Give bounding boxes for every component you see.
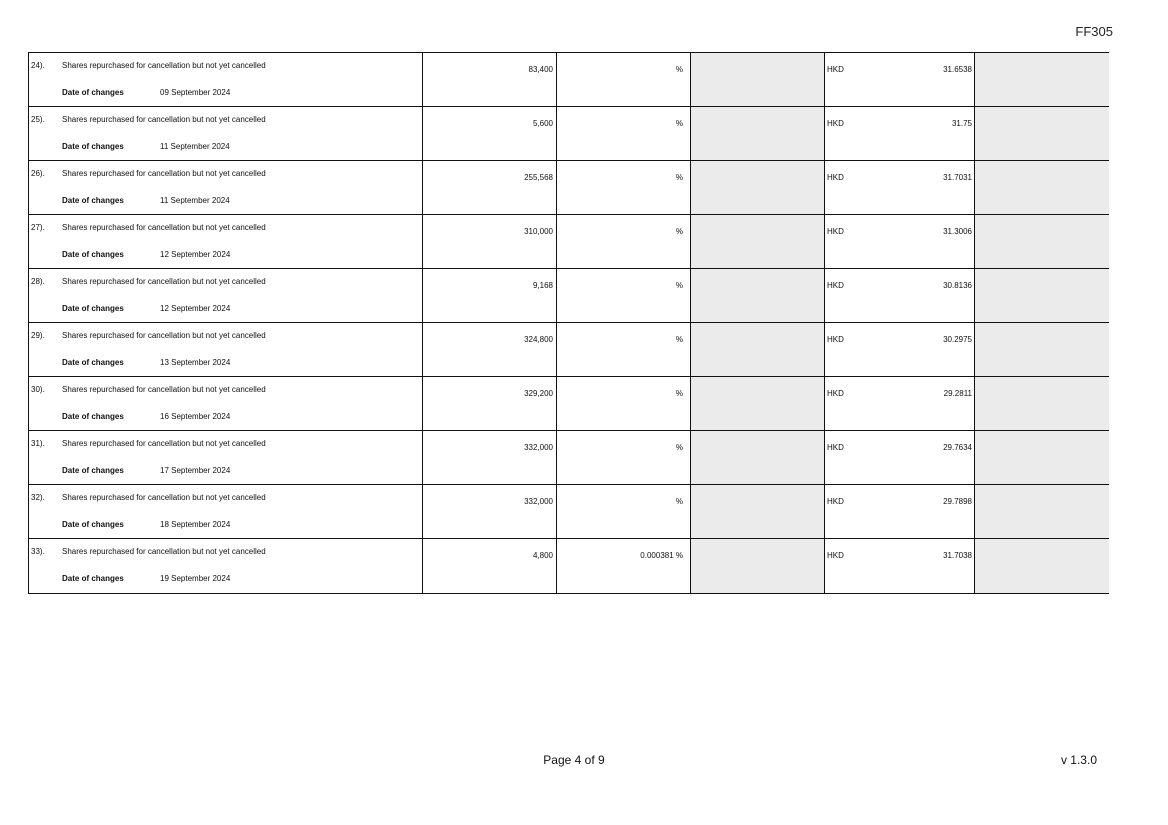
date-value: 12 September 2024 <box>160 250 231 259</box>
price-cell <box>825 53 975 106</box>
row-description: Shares repurchased for cancellation but not yet cancelled <box>62 223 266 232</box>
row-description: Shares repurchased for cancellation but not yet cancelled <box>62 331 266 340</box>
date-label: Date of changes <box>62 520 124 529</box>
percent-cell <box>557 431 691 484</box>
percent-cell <box>557 323 691 376</box>
table-row <box>29 215 1108 269</box>
percent-cell <box>557 107 691 160</box>
table-row <box>29 377 1108 431</box>
price-value: 31.7031 <box>943 173 972 182</box>
row-index: 31). <box>31 439 45 448</box>
shaded-cell <box>975 539 1109 593</box>
shares-cell <box>423 485 557 538</box>
description-cell <box>29 323 423 376</box>
percent-value: % <box>675 443 683 452</box>
date-value: 17 September 2024 <box>160 466 231 475</box>
currency-label: HKD <box>827 443 844 452</box>
shares-value: 255,568 <box>524 173 553 182</box>
shares-value: 329,200 <box>524 389 553 398</box>
table-row <box>29 323 1108 377</box>
table-row <box>29 107 1108 161</box>
shares-cell <box>423 431 557 484</box>
shares-cell <box>423 215 557 268</box>
shaded-cell <box>691 377 825 430</box>
description-cell <box>29 431 423 484</box>
row-description: Shares repurchased for cancellation but not yet cancelled <box>62 547 266 556</box>
row-description: Shares repurchased for cancellation but not yet cancelled <box>62 115 266 124</box>
row-description: Shares repurchased for cancellation but not yet cancelled <box>62 385 266 394</box>
percent-value: % <box>675 173 683 182</box>
shaded-cell <box>975 161 1109 214</box>
form-code: FF305 <box>1075 24 1113 39</box>
table-row <box>29 53 1108 107</box>
price-cell <box>825 269 975 322</box>
description-cell <box>29 539 423 593</box>
currency-label: HKD <box>827 173 844 182</box>
price-value: 29.7898 <box>943 497 972 506</box>
percent-value: 0.000381 % <box>640 551 683 560</box>
shares-value: 332,000 <box>524 443 553 452</box>
description-cell <box>29 107 423 160</box>
shares-cell <box>423 269 557 322</box>
shaded-cell <box>691 161 825 214</box>
percent-value: % <box>675 119 683 128</box>
shaded-cell <box>691 269 825 322</box>
table-row <box>29 161 1108 215</box>
currency-label: HKD <box>827 119 844 128</box>
percent-value: % <box>675 497 683 506</box>
shaded-cell <box>691 215 825 268</box>
currency-label: HKD <box>827 389 844 398</box>
currency-label: HKD <box>827 281 844 290</box>
shaded-cell <box>691 323 825 376</box>
date-label: Date of changes <box>62 358 124 367</box>
price-value: 31.6538 <box>943 65 972 74</box>
table-row <box>29 539 1108 593</box>
shaded-cell <box>691 107 825 160</box>
currency-label: HKD <box>827 551 844 560</box>
shares-value: 9,168 <box>532 281 553 290</box>
percent-value: % <box>675 227 683 236</box>
date-label: Date of changes <box>62 304 124 313</box>
price-cell <box>825 107 975 160</box>
shares-value: 4,800 <box>532 551 553 560</box>
page-number: Page 4 of 9 <box>543 753 605 767</box>
row-index: 32). <box>31 493 45 502</box>
table-row <box>29 431 1108 485</box>
date-label: Date of changes <box>62 196 124 205</box>
shares-value: 83,400 <box>528 65 553 74</box>
table-row <box>29 485 1108 539</box>
shares-cell <box>423 539 557 593</box>
shares-value: 324,800 <box>524 335 553 344</box>
shares-value: 5,600 <box>532 119 553 128</box>
row-index: 28). <box>31 277 45 286</box>
repurchase-table <box>28 52 1109 594</box>
row-description: Shares repurchased for cancellation but not yet cancelled <box>62 61 266 70</box>
description-cell <box>29 161 423 214</box>
price-value: 29.2811 <box>943 389 972 398</box>
price-value: 31.75 <box>951 119 972 128</box>
shaded-cell <box>691 485 825 538</box>
row-description: Shares repurchased for cancellation but not yet cancelled <box>62 169 266 178</box>
description-cell <box>29 53 423 106</box>
row-index: 30). <box>31 385 45 394</box>
row-index: 24). <box>31 61 45 70</box>
row-description: Shares repurchased for cancellation but not yet cancelled <box>62 439 266 448</box>
date-value: 11 September 2024 <box>160 196 230 205</box>
shaded-cell <box>691 539 825 593</box>
percent-value: % <box>675 65 683 74</box>
price-value: 31.3006 <box>943 227 972 236</box>
row-index: 33). <box>31 547 45 556</box>
price-cell <box>825 215 975 268</box>
description-cell <box>29 269 423 322</box>
date-value: 16 September 2024 <box>160 412 231 421</box>
shaded-cell <box>975 431 1109 484</box>
date-label: Date of changes <box>62 466 124 475</box>
row-index: 27). <box>31 223 45 232</box>
date-value: 09 September 2024 <box>160 88 231 97</box>
percent-value: % <box>675 281 683 290</box>
shaded-cell <box>975 215 1109 268</box>
date-value: 13 September 2024 <box>160 358 231 367</box>
currency-label: HKD <box>827 335 844 344</box>
price-cell <box>825 377 975 430</box>
percent-value: % <box>675 389 683 398</box>
price-cell <box>825 485 975 538</box>
row-index: 26). <box>31 169 45 178</box>
percent-cell <box>557 53 691 106</box>
price-cell <box>825 161 975 214</box>
shaded-cell <box>691 431 825 484</box>
percent-cell <box>557 485 691 538</box>
percent-cell <box>557 377 691 430</box>
currency-label: HKD <box>827 497 844 506</box>
percent-cell <box>557 215 691 268</box>
row-description: Shares repurchased for cancellation but not yet cancelled <box>62 277 266 286</box>
price-cell <box>825 323 975 376</box>
percent-cell <box>557 539 691 593</box>
currency-label: HKD <box>827 227 844 236</box>
percent-cell <box>557 269 691 322</box>
percent-value: % <box>675 335 683 344</box>
date-label: Date of changes <box>62 574 124 583</box>
shares-cell <box>423 377 557 430</box>
row-description: Shares repurchased for cancellation but not yet cancelled <box>62 493 266 502</box>
percent-cell <box>557 161 691 214</box>
table-row <box>29 269 1108 323</box>
shaded-cell <box>975 485 1109 538</box>
price-value: 30.8136 <box>943 281 972 290</box>
date-value: 19 September 2024 <box>160 574 231 583</box>
row-index: 25). <box>31 115 45 124</box>
shaded-cell <box>975 323 1109 376</box>
price-cell <box>825 431 975 484</box>
description-cell <box>29 377 423 430</box>
price-value: 31.7038 <box>943 551 972 560</box>
date-label: Date of changes <box>62 412 124 421</box>
price-value: 30.2975 <box>943 335 972 344</box>
shaded-cell <box>975 269 1109 322</box>
shaded-cell <box>975 107 1109 160</box>
version-label: v 1.3.0 <box>1060 753 1097 767</box>
shaded-cell <box>975 377 1109 430</box>
description-cell <box>29 485 423 538</box>
shares-value: 332,000 <box>524 497 553 506</box>
date-label: Date of changes <box>62 250 124 259</box>
shaded-cell <box>691 53 825 106</box>
date-value: 18 September 2024 <box>160 520 231 529</box>
date-label: Date of changes <box>62 88 124 97</box>
shares-cell <box>423 107 557 160</box>
currency-label: HKD <box>827 65 844 74</box>
price-cell <box>825 539 975 593</box>
date-label: Date of changes <box>62 142 124 151</box>
description-cell <box>29 215 423 268</box>
row-index: 29). <box>31 331 45 340</box>
date-value: 12 September 2024 <box>160 304 231 313</box>
date-value: 11 September 2024 <box>160 142 230 151</box>
price-value: 29.7634 <box>943 443 972 452</box>
shares-value: 310,000 <box>524 227 553 236</box>
shares-cell <box>423 323 557 376</box>
shares-cell <box>423 161 557 214</box>
shaded-cell <box>975 53 1109 106</box>
shares-cell <box>423 53 557 106</box>
